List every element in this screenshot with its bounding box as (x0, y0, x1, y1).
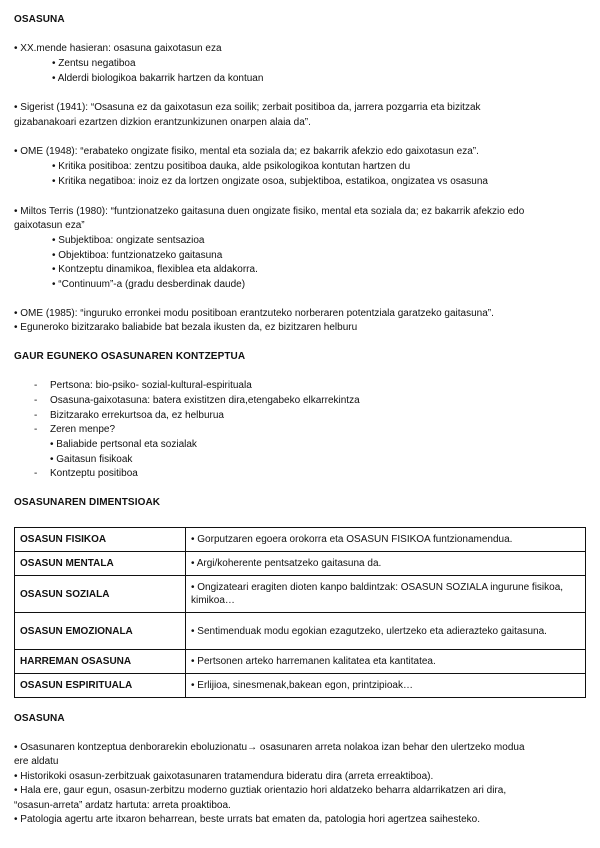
dash-marker: - (34, 380, 38, 391)
table-row (15, 650, 586, 674)
dash-item-text: Osasuna-gaixotasuna: batera existitzen dira,etengabeko elkarrekintza (50, 395, 360, 406)
section-title-dimentsioak: OSASUNAREN DIMENTSIOAK (14, 497, 161, 508)
paragraph-line: “osasun-arreta” ardatz hartuta: arreta proaktiboa. (14, 800, 231, 811)
bullet-ome-1985: • OME (1985): “inguruko erronkei modu positiboan erantzuteko norberaren potentziala garatzeko gaitasuna”. (14, 308, 494, 319)
bullet-xx-mende: • XX.mende hasieran: osasuna gaixotasun eza (14, 43, 222, 54)
sub-bullet: • Zentsu negatiboa (52, 58, 136, 69)
dimension-description: • Ongizateari eragiten dioten kanpo baldintzak: OSASUN SOZIALA ingurune fisikoa, kimikoa… (186, 576, 586, 613)
dimension-name: HARREMAN OSASUNA (15, 650, 186, 674)
bullet-terris-line1: • Miltos Terris (1980): “funtzionatzeko gaitasuna duen ongizate fisiko, mental eta soziala da; ez bakarrik afekzio edo (14, 206, 525, 217)
sub-bullet: • Objektiboa: funtzionatzeko gaitasuna (52, 250, 223, 261)
dash-marker: - (34, 424, 38, 435)
dimension-description: • Sentimenduak modu egokian ezagutzeko, ulertzeko eta adierazteko gaitasuna. (186, 613, 586, 650)
paragraph-line: • Osasunaren kontzeptua denborarekin eboluzionatu→ osasunaren arreta nolakoa izan behar den ulertzeko modua (14, 742, 525, 753)
dimension-name: OSASUN FISIKOA (15, 528, 186, 552)
section-title-osasuna-2: OSASUNA (14, 713, 65, 724)
sub-bullet: • “Continuum”-a (gradu desberdinak daude) (52, 279, 246, 290)
table-row (15, 576, 586, 613)
table-row (15, 552, 586, 576)
sub-bullet: • Gaitasun fisikoak (50, 454, 133, 465)
paragraph-line: • Hala ere, gaur egun, osasun-zerbitzu moderno guztiak orientazio hori aldatzeko beharra aldarrikatzen ari dira, (14, 785, 507, 796)
dimension-description: • Argi/koherente pentsatzeko gaitasuna da. (186, 552, 586, 576)
dimension-description: • Erlijioa, sinesmenak,bakean egon, printzipioak… (186, 674, 586, 698)
dimension-name: OSASUN SOZIALA (15, 576, 186, 613)
table-row (15, 613, 586, 650)
sub-bullet: • Kritika positiboa: zentzu positiboa dauka, alde psikologikoa kontutan hartzen du (52, 161, 411, 172)
dimensions-table (14, 527, 586, 698)
dimension-description: • Pertsonen arteko harremanen kalitatea eta kantitatea. (186, 650, 586, 674)
paragraph-line: • Historikoki osasun-zerbitzuak gaixotasunaren tratamendura bideratu dira (arreta erreaktiboa). (14, 771, 434, 782)
dash-item (34, 409, 600, 423)
dash-item (34, 394, 600, 408)
sub-bullet: • Kritika negatiboa: inoiz ez da lortzen ongizate osoa, subjektiboa, estatikoa, ongizatea vs osasuna (52, 176, 488, 187)
dash-item-text: Kontzeptu positiboa (50, 468, 138, 479)
bullet-terris-line2: gaixotasun eza” (14, 220, 85, 231)
bullet-ome-1948: • OME (1948): “erabateko ongizate fisiko, mental eta soziala da; ez bakarrik afekzio edo gaixotasun eza”. (14, 146, 479, 157)
table-row (15, 528, 586, 552)
dash-item (34, 379, 600, 393)
dimension-description: • Gorputzaren egoera orokorra eta OSASUN FISIKOA funtzionamendua. (186, 528, 586, 552)
bullet-sigerist-line2: gizabanakoari ezartzen dizkion erantzunkizunen onarpen alaia da”. (14, 117, 311, 128)
dash-marker: - (34, 395, 38, 406)
dash-item-text: Pertsona: bio-psiko- sozial-kultural-espirituala (50, 380, 252, 391)
dash-item (34, 467, 600, 481)
paragraph-line: • Patologia agertu arte itxaron beharrean, beste urrats bat ematen da, patologia hori agertzea saihesteko. (14, 814, 481, 825)
dash-item-text: Zeren menpe? (50, 424, 116, 435)
dash-marker: - (34, 468, 38, 479)
table-row (15, 674, 586, 698)
dimension-name: OSASUN ESPIRITUALA (15, 674, 186, 698)
sub-bullet: • Kontzeptu dinamikoa, flexiblea eta aldakorra. (52, 264, 258, 275)
dash-marker: - (34, 410, 38, 421)
bullet-eguneroko: • Eguneroko bizitzarako baliabide bat bezala ikusten da, ez bizitzaren helburu (14, 322, 358, 333)
paragraph-line: ere aldatu (14, 756, 59, 767)
section-title-gaur-eguneko: GAUR EGUNEKO OSASUNAREN KONTZEPTUA (14, 351, 246, 362)
bullet-sigerist-line1: • Sigerist (1941): “Osasuna ez da gaixotasun eza soilik; zerbait positiboa da, jarrera pozgarria eta bizitzak (14, 102, 481, 113)
dash-item-text: Bizitzarako errekurtsoa da, ez helburua (50, 410, 224, 421)
sub-bullet: • Baliabide pertsonal eta sozialak (50, 439, 197, 450)
sub-bullet: • Subjektiboa: ongizate sentsazioa (52, 235, 205, 246)
dimension-name: OSASUN EMOZIONALA (15, 613, 186, 650)
dimension-name: OSASUN MENTALA (15, 552, 186, 576)
section-title-osasuna: OSASUNA (14, 14, 65, 25)
sub-bullet: • Alderdi biologikoa bakarrik hartzen da kontuan (52, 73, 264, 84)
dash-item (34, 423, 600, 437)
